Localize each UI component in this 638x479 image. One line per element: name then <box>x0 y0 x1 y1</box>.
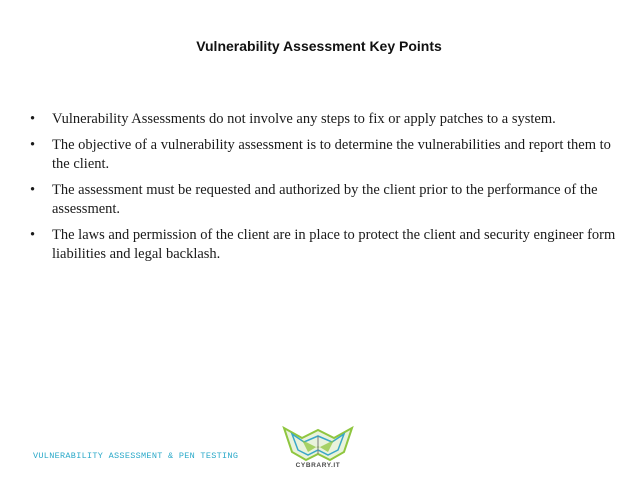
bullet-marker: • <box>30 111 36 127</box>
cybrary-logo-text: CYBRARY.IT <box>295 462 341 469</box>
bullet-text: The objective of a vulnerability assessment is to determine the vulnerabilities and report them to the client. <box>52 137 611 172</box>
bullet-item-3 <box>30 181 620 219</box>
bullet-text: Vulnerability Assessments do not involve any steps to fix or apply patches to a system. <box>52 111 556 127</box>
bullet-marker: • <box>30 137 36 153</box>
bullet-item-2 <box>30 136 620 174</box>
cybrary-emblem-icon <box>278 424 358 464</box>
bullet-text: The laws and permission of the client are in place to protect the client and security engineer form liabilities and legal backlash. <box>52 227 616 262</box>
bullet-item-1 <box>30 110 620 129</box>
cybrary-logo <box>278 424 358 476</box>
bullet-marker: • <box>30 182 36 198</box>
slide-title: Vulnerability Assessment Key Points <box>196 38 442 54</box>
footer-course-label: VULNERABILITY ASSESSMENT & PEN TESTING <box>33 451 239 461</box>
bullet-text: The assessment must be requested and authorized by the client prior to the performance of the assessment. <box>52 182 598 217</box>
bullet-marker: • <box>30 227 36 243</box>
bullet-list <box>30 110 620 271</box>
bullet-item-4 <box>30 226 620 264</box>
